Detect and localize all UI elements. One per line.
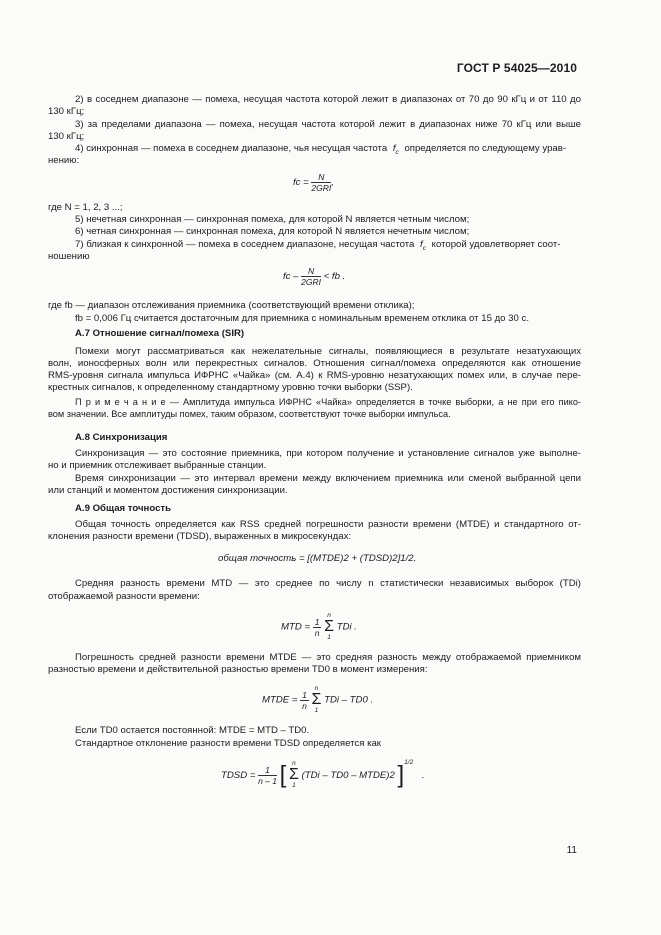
text-line: или станций и моментом достижения синхронизации. <box>48 485 288 496</box>
text-line: 2) в соседнем диапазоне — помеха, несущая частота которой лежит в диапазонах от 70 до 90 кГц и от 110 до <box>75 94 581 105</box>
text-part: 4) синхронная — помеха в соседнем диапазоне, чья несущая частота <box>75 143 388 154</box>
text-part: которой удовлетворяет соот- <box>431 239 561 250</box>
formula-lhs: TDSD = <box>221 770 256 781</box>
text-line: нению: <box>48 155 80 166</box>
text-line: ношению <box>48 251 90 262</box>
text-line: Общая точность определяется как RSS средней погрешности разности времени (MTDE) и стандартного от- <box>75 519 581 530</box>
fraction-denominator: 2GRI <box>301 277 321 287</box>
fraction-denominator: n – 1 <box>258 775 277 786</box>
symbol-fc: $f_c$ <box>420 239 426 252</box>
text-line: 5) нечетная синхронная — синхронная помеха, для которой N является четным числом; <box>75 214 470 225</box>
formula-inner: (TDi – TD0 – MTDE)2 <box>301 770 395 781</box>
text-line: отображаемой разности времени: <box>48 591 200 602</box>
formula-exponent: 1/2 <box>404 759 414 766</box>
section-heading-a9: А.9 Общая точность <box>75 503 172 514</box>
sum-upper: n <box>314 685 319 692</box>
fraction-denominator: n <box>302 700 307 711</box>
text-line: где fb — диапазон отслеживания приемника (соответствующий времени отклика); <box>48 300 415 311</box>
text-line: но и приемник отслеживает выбранные станции. <box>48 460 267 471</box>
text-line: разностью времени и действительной разностью времени TD0 в момент измерения: <box>48 664 428 675</box>
formula-mtde <box>262 685 373 715</box>
section-heading-a8: А.8 Синхронизация <box>75 432 168 443</box>
text-line: 3) за пределами диапазона — помеха, несущая частота которой лежит в диапазонах ниже 70 кГц или выше <box>75 119 581 130</box>
page-number: 11 <box>566 845 577 856</box>
formula-near-sync <box>283 266 345 287</box>
document-header: ГОСТ Р 54025—2010 <box>456 61 577 75</box>
formula-lhs: MTD = <box>281 621 311 633</box>
formula-fraction <box>311 172 331 193</box>
sum-upper: n <box>327 612 331 619</box>
fraction-denominator: 2GRI <box>311 183 332 193</box>
fraction-numerator: N <box>301 266 321 277</box>
text-line: волн, ионосферных волн или перекрестных сигналов. Отношения сигнал/помеха определяются как отношение <box>48 358 581 369</box>
formula-tail: , <box>331 177 334 189</box>
left-bracket: [ <box>279 761 287 789</box>
sum-sign: n Σ 1 <box>311 685 322 714</box>
text-line: Синхронизация — это состояние приемника, при котором получение и установление сигналов уже выполне- <box>75 448 581 459</box>
formula-lhs: MTDE = <box>262 694 298 706</box>
formula-fc <box>293 172 334 193</box>
text-part: 7) близкая к синхронной — помеха в соседнем диапазоне, несущая частота <box>75 239 415 250</box>
formula-fraction <box>301 266 321 287</box>
text-line: RMS-уровня сигнала импульса ИФРНС «Чайка» (см. А.4) к RMS-уровню незатухающих помех или, в случае пере- <box>48 370 581 381</box>
fraction-denominator: n <box>314 627 320 638</box>
formula-mtd <box>281 612 357 642</box>
text-line: 130 кГц; <box>48 106 85 117</box>
sum-lower: 1 <box>314 707 319 714</box>
text-line: крестных сигналов, к определенному стандартному уровню точки выборки (SSP). <box>48 382 413 393</box>
text-line: 130 кГц; <box>48 131 85 142</box>
formula-fraction <box>300 690 309 711</box>
formula-tdsd <box>221 759 425 790</box>
sum-lower: 1 <box>292 782 296 790</box>
fraction-numerator: 1 <box>302 689 307 700</box>
formula-lhs: fc = <box>293 177 309 189</box>
formula-fraction <box>258 765 277 786</box>
formula-tail: TDi . <box>336 621 357 633</box>
formula-tail: . <box>421 770 425 781</box>
right-bracket: ] <box>397 761 405 789</box>
formula-tail: < fb . <box>323 271 346 283</box>
section-heading-a7: А.7 Отношение сигнал/помеха (SIR) <box>75 328 245 339</box>
text-part: определяется по следующему урав- <box>404 143 567 154</box>
text-line: Погрешность средней разности времени MTDE — это средняя разность между отображаемой приемником <box>75 652 581 663</box>
sum-lower: 1 <box>327 634 331 641</box>
text-line: 6) четная синхронная — синхронная помеха, для которой N является нечетным числом; <box>75 226 470 237</box>
text-line: где N = 1, 2, 3 ...; <box>48 202 123 213</box>
text-line: fb = 0,006 Гц считается достаточным для приемника с номинальным временем отклика от 15 до 30 с. <box>75 313 529 324</box>
text-line: Средняя разность времени MTD — это среднее по числу n статистически независимых выборок (TDi) <box>75 578 581 589</box>
fraction-numerator: 1 <box>314 616 320 627</box>
text-line <box>75 143 566 158</box>
note-line: П р и м е ч а н и е — Амплитуда импульса ИФРНС «Чайка» определяется в точке выборки, а не при его пико- <box>75 397 581 407</box>
text-line: Помехи могут рассматриваться как нежелательные сигналы, появляющиеся в результате незатухающих <box>75 346 581 357</box>
formula-fraction <box>313 617 322 638</box>
formula-tail: TDi – TD0 . <box>324 694 374 706</box>
formula-total-accuracy: общая точность = [(MTDE)2 + (TDSD)2]1/2. <box>218 553 417 564</box>
note-line: вом значении. Все амплитуды помех, таким образом, соответствуют точке выборки импульса. <box>48 409 451 419</box>
text-line: клонения разности времени (TDSD), выраженных в микросекундах: <box>48 531 352 542</box>
fraction-numerator: N <box>311 172 331 183</box>
text-line: Если TD0 остается постоянной: MTDE = MTD – TD0. <box>75 725 310 736</box>
fraction-numerator: 1 <box>258 765 277 776</box>
symbol-fc: $f_c$ <box>392 143 399 156</box>
sum-upper: n <box>292 760 296 768</box>
text-line: Стандартное отклонение разности времени TDSD определяется как <box>75 738 382 749</box>
sum-sign: n Σ 1 <box>324 612 335 641</box>
sum-sign: n Σ 1 <box>288 760 299 790</box>
text-line <box>75 239 560 254</box>
formula-lhs: fc – <box>283 271 299 283</box>
text-line: Время синхронизации — это интервал времени между включением приемника или сменой выбранной цепи <box>75 473 581 484</box>
